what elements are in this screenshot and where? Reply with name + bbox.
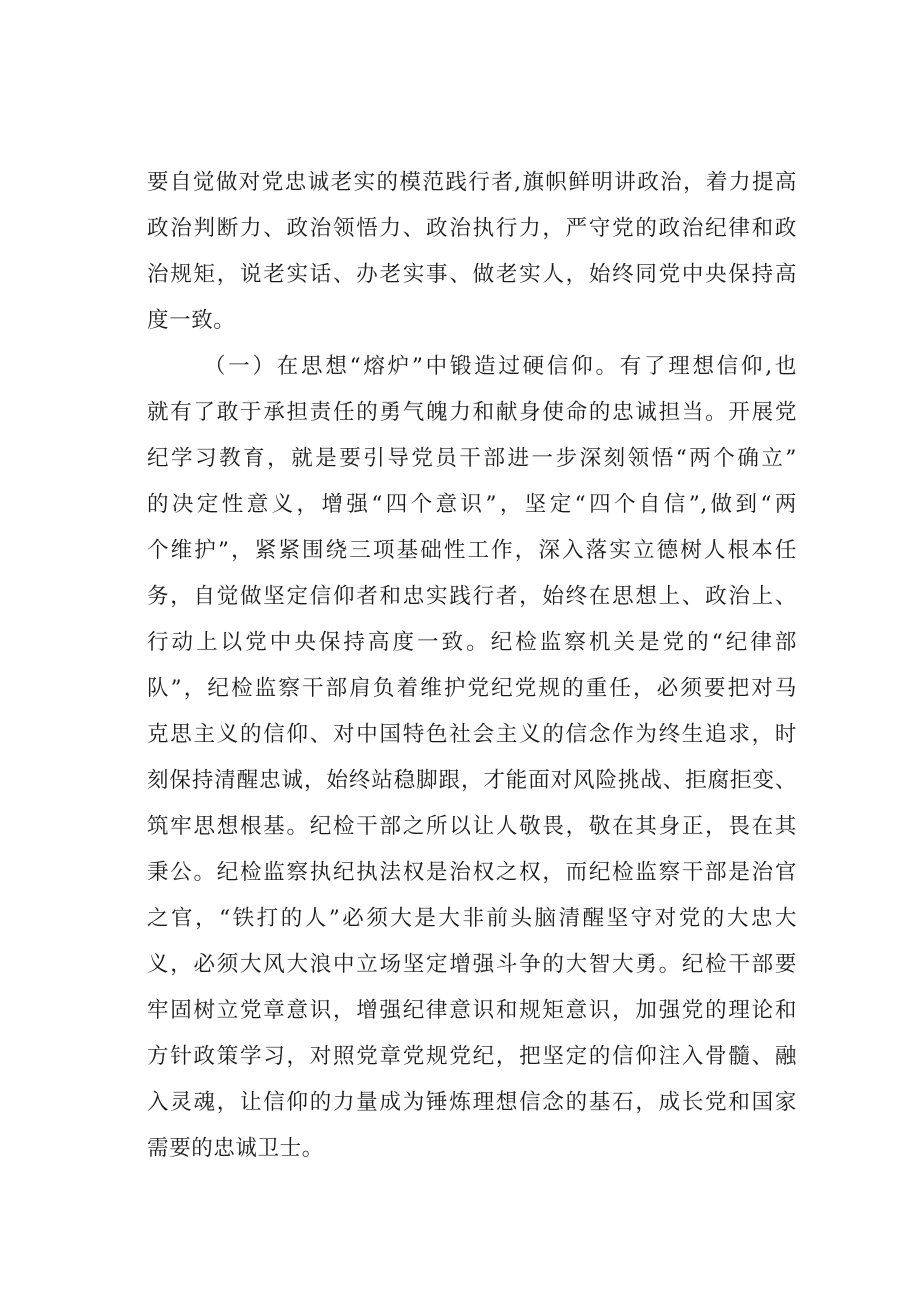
text-line: （一）在思想“熔炉”中锻造过硬信仰。有了理想信仰,也 <box>204 354 797 379</box>
paragraph-2 <box>147 344 797 1172</box>
text-line: 牢固树立党章意识，增强纪律意识和规矩意识，加强党的理论和 <box>147 998 797 1023</box>
body-text <box>147 160 797 1172</box>
text-line: 度一致。 <box>147 308 236 333</box>
text-line: 行动上以党中央保持高度一致。纪检监察机关是党的“纪律部 <box>147 630 797 655</box>
text-line: 克思主义的信仰、对中国特色社会主义的信念作为终生追求，时 <box>147 722 797 747</box>
text-line: 之官，“铁打的人”必须大是大非前头脑清醒坚守对党的大忠大 <box>147 906 797 931</box>
text-line: 治规矩，说老实话、办老实事、做老实人，始终同党中央保持高 <box>147 262 797 287</box>
text-line: 刻保持清醒忠诚，始终站稳脚跟，才能面对风险挑战、拒腐拒变、 <box>147 768 797 793</box>
text-line: 秉公。纪检监察执纪执法权是治权之权，而纪检监察干部是治官 <box>147 860 797 885</box>
text-line: 的决定性意义，增强“四个意识”，坚定“四个自信”,做到“两 <box>147 492 797 517</box>
text-line: 纪学习教育，就是要引导党员干部进一步深刻领悟“两个确立” <box>147 446 797 471</box>
text-line: 要自觉做对党忠诚老实的模范践行者,旗帜鲜明讲政治，着力提高 <box>147 170 797 195</box>
text-line: 队”，纪检监察干部肩负着维护党纪党规的重任，必须要把对马 <box>147 676 797 701</box>
text-line: 入灵魂，让信仰的力量成为锤炼理想信念的基石，成长党和国家 <box>147 1090 797 1115</box>
text-line: 政治判断力、政治领悟力、政治执行力，严守党的政治纪律和政 <box>147 216 797 241</box>
text-line: 方针政策学习，对照党章党规党纪，把坚定的信仰注入骨髓、融 <box>147 1044 797 1069</box>
text-line: 个维护”，紧紧围绕三项基础性工作，深入落实立德树人根本任 <box>147 538 797 563</box>
text-line: 需要的忠诚卫士。 <box>147 1136 324 1161</box>
text-line: 务，自觉做坚定信仰者和忠实践行者，始终在思想上、政治上、 <box>147 584 797 609</box>
text-line: 筑牢思想根基。纪检干部之所以让人敬畏，敬在其身正，畏在其 <box>147 814 797 839</box>
paragraph-1 <box>147 160 797 344</box>
text-line: 就有了敢于承担责任的勇气魄力和献身使命的忠诚担当。开展党 <box>147 400 797 425</box>
text-line: 义，必须大风大浪中立场坚定增强斗争的大智大勇。纪检干部要 <box>147 952 797 977</box>
